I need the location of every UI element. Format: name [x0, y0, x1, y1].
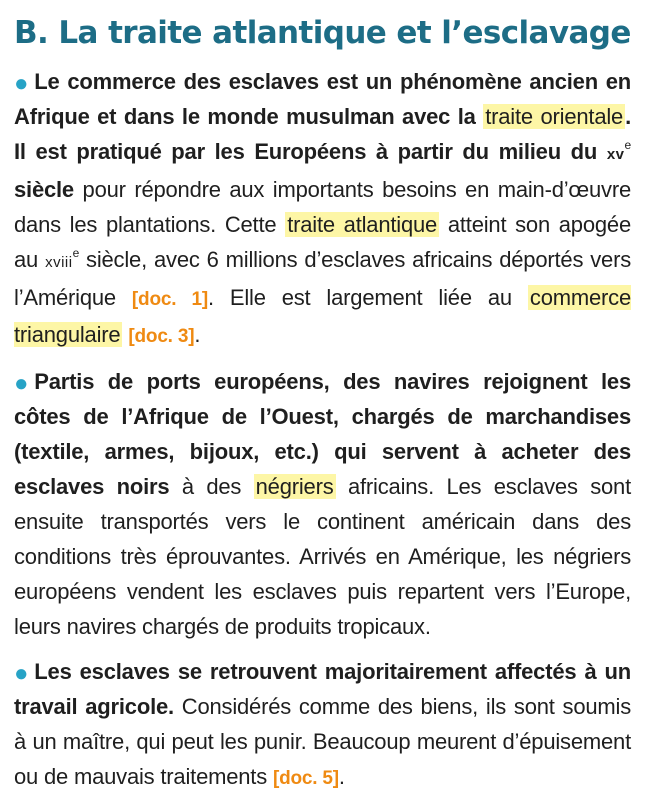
highlight-traite-orientale: traite orientale — [485, 104, 624, 129]
bullet-icon: ● — [14, 70, 29, 97]
bold-text: Partis de ports européens, des navires rejoignent les côtes de l’Afrique de l’Ouest, chargés de marchandises (textile, armes, bijoux, etc.) qui servent à acheter des esclaves noirs — [14, 369, 631, 499]
century-superscript: e — [72, 245, 80, 260]
paragraph-1 — [14, 64, 631, 354]
body-text: pour répondre aux importants besoins en main-d’œuvre dans les plantations. Cette — [14, 177, 631, 237]
body-text: . Elle est largement liée au — [207, 285, 528, 310]
body-text: siècle, avec 6 millions d’esclaves africains déportés vers l’Amérique — [14, 247, 631, 310]
highlight-negriers: négriers — [255, 474, 334, 499]
century-numeral: xv — [606, 146, 625, 163]
century-numeral: xviii — [45, 254, 73, 271]
paragraph-2 — [14, 364, 631, 644]
bold-text: Le commerce des esclaves est un phénomène ancien en Afrique et dans le monde musulman avec la — [14, 69, 631, 129]
body-text: . — [194, 322, 201, 347]
section-title — [14, 0, 631, 54]
body-text: atteint son apogée au — [14, 212, 631, 272]
body-text: Considérés comme des biens, ils sont soumis à un maître, qui peut les punir. Beaucoup meurent d’épuisement ou de mauvais traitements — [14, 694, 631, 789]
highlight-traite-atlantique: traite atlantique — [287, 212, 438, 237]
body-text: africains. Les esclaves sont ensuite transportés vers le continent américain dans des conditions très éprouvantes. Arrivés en Amérique, les négriers européens vendent les esclaves puis repartent vers l’Europe, leurs navires chargés de produits tropicaux. — [14, 474, 631, 639]
bullet-icon: ● — [14, 370, 29, 397]
century-superscript: e — [624, 137, 631, 152]
highlight-commerce-triangulaire: commerce triangulaire — [14, 285, 631, 347]
bold-text: Les esclaves se retrouvent majoritairement affectés à un travail agricole. — [14, 659, 631, 719]
doc-reference-link[interactable]: [doc. 3] — [128, 326, 195, 347]
bold-text: . Il est pratiqué par les Européens à partir du milieu du — [14, 104, 631, 164]
bullet-icon: ● — [14, 660, 29, 687]
section-letter: B — [14, 15, 38, 51]
paragraph-3 — [14, 654, 631, 796]
bold-text: siècle — [14, 177, 74, 202]
body-text: . — [338, 764, 345, 789]
doc-reference-link[interactable]: [doc. 1] — [131, 289, 208, 310]
doc-reference-link[interactable]: [doc. 5] — [272, 768, 339, 789]
section-title-text: . La traite atlantique et l’esclavage — [37, 15, 631, 51]
body-text: à des — [169, 474, 254, 499]
